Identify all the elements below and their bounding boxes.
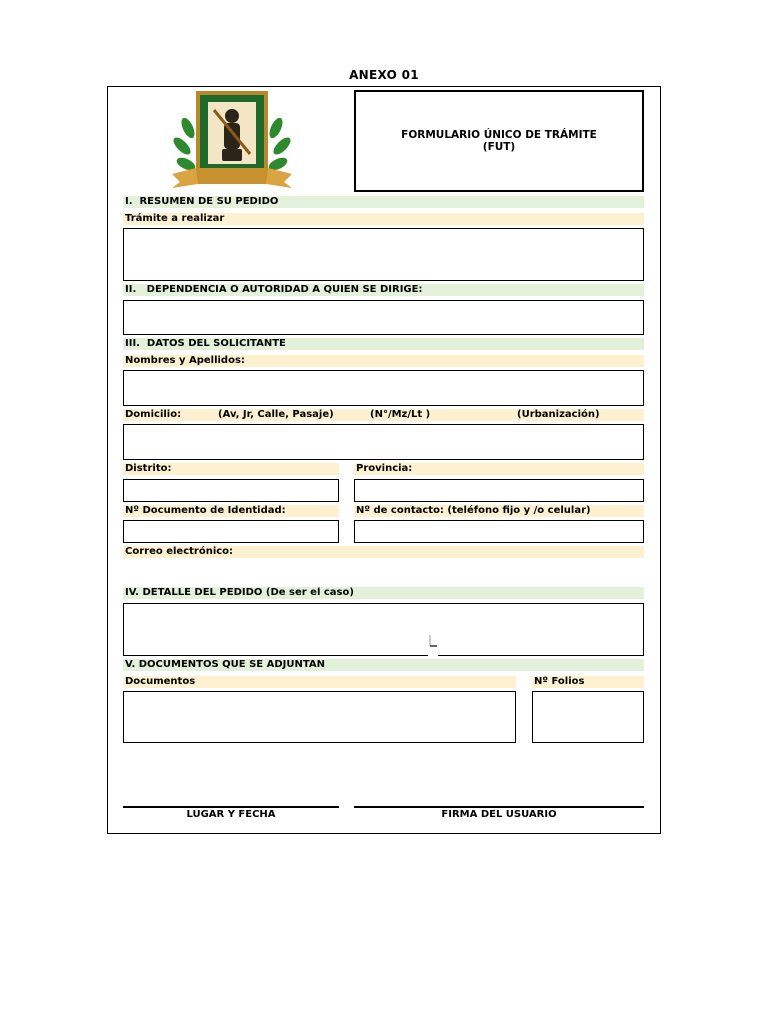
- lugar-fecha-label: LUGAR Y FECHA: [186, 809, 276, 820]
- university-crest-icon: [166, 88, 298, 194]
- section-3-header: III. DATOS DEL SOLICITANTE: [123, 338, 644, 350]
- domicilio-via-label: (Av, Jr, Calle, Pasaje): [218, 409, 334, 420]
- annex-title: ANEXO 01: [349, 68, 419, 82]
- documentos-label: Documentos: [123, 676, 516, 688]
- nombres-field[interactable]: [123, 370, 644, 406]
- documento-label: Nº Documento de Identidad:: [123, 505, 339, 517]
- form-subtitle: (FUT): [482, 141, 516, 153]
- section-5-header: V. DOCUMENTOS QUE SE ADJUNTAN: [123, 659, 644, 671]
- distrito-field[interactable]: [123, 479, 339, 502]
- documentos-field[interactable]: [123, 691, 516, 743]
- distrito-label: Distrito:: [123, 463, 339, 475]
- nombres-label: Nombres y Apellidos:: [123, 355, 644, 367]
- detalle-field[interactable]: [123, 603, 644, 656]
- dependencia-field[interactable]: [123, 300, 644, 335]
- folios-label: Nº Folios: [532, 676, 644, 688]
- documento-field[interactable]: [123, 520, 339, 543]
- correo-label: Correo electrónico:: [123, 546, 644, 558]
- contacto-label: Nº de contacto: (teléfono fijo y /o celular): [354, 505, 644, 517]
- text-cursor-icon: [428, 634, 438, 658]
- domicilio-numero-label: (N°/Mz/Lt ): [370, 409, 431, 420]
- tramite-label: Trámite a realizar: [123, 213, 644, 225]
- section-2-header: II. DEPENDENCIA O AUTORIDAD A QUIEN SE DIRIGE:: [123, 284, 644, 296]
- section-1-header: I. RESUMEN DE SU PEDIDO: [123, 196, 644, 208]
- firma-usuario-label: FIRMA DEL USUARIO: [441, 809, 557, 820]
- domicilio-urbanizacion-label: (Urbanización): [517, 409, 600, 420]
- domicilio-label: Domicilio:: [125, 409, 182, 420]
- domicilio-field[interactable]: [123, 424, 644, 460]
- provincia-label: Provincia:: [354, 463, 644, 475]
- contacto-field[interactable]: [354, 520, 644, 543]
- folios-field[interactable]: [532, 691, 644, 743]
- form-title-box: [354, 90, 644, 192]
- lugar-fecha-line[interactable]: [123, 806, 339, 808]
- section-4-header: IV. DETALLE DEL PEDIDO (De ser el caso): [123, 587, 644, 599]
- domicilio-label-row: [123, 409, 644, 421]
- tramite-field[interactable]: [123, 228, 644, 281]
- form-title: FORMULARIO ÚNICO DE TRÁMITE: [401, 129, 597, 141]
- provincia-field[interactable]: [354, 479, 644, 502]
- firma-line[interactable]: [354, 806, 644, 808]
